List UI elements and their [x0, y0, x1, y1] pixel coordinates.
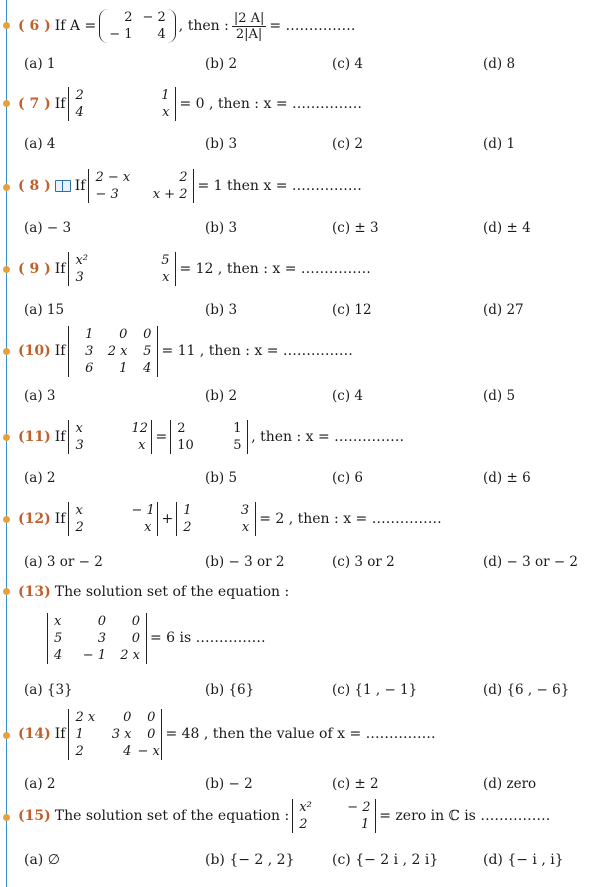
det-cell: 2: [75, 743, 84, 759]
option-c[interactable]: (c) {− 2 i , 2 i}: [332, 852, 439, 868]
stem-text: If: [54, 726, 66, 742]
det-cell: 3: [75, 438, 84, 453]
question-number: (12): [18, 511, 51, 527]
option-a[interactable]: (a) ∅: [24, 852, 60, 868]
margin-rule: [6, 0, 7, 887]
determinant: [68, 326, 158, 377]
stem-text: If: [54, 343, 66, 359]
determinant: [88, 169, 194, 203]
option-d[interactable]: (d) 27: [483, 302, 524, 318]
option-a[interactable]: (a) 3 or − 2: [24, 554, 103, 570]
det-cell: − 1: [82, 647, 106, 663]
option-a[interactable]: (a) 2: [24, 470, 56, 486]
det-cell: x + 2: [152, 187, 188, 202]
option-c[interactable]: (c) 4: [332, 388, 363, 404]
bullet-icon: [3, 348, 10, 355]
option-b[interactable]: (b) 3: [205, 302, 238, 318]
question-10-stem: [18, 324, 353, 378]
bullet-icon: [3, 814, 10, 821]
det-cell: 1: [183, 503, 192, 518]
det-cell: 3: [97, 630, 106, 646]
question-14-stem: [18, 706, 436, 762]
det-cell: x: [241, 520, 250, 535]
option-c[interactable]: (c) 6: [332, 470, 363, 486]
stem-text: = ……………: [269, 18, 356, 34]
det-cell: 3: [85, 343, 94, 359]
option-a[interactable]: (a) 15: [24, 302, 65, 318]
option-d[interactable]: (d) 1: [483, 136, 516, 152]
question-number: ( 7 ): [18, 96, 51, 112]
det-cell: 2 x: [120, 647, 140, 663]
option-a[interactable]: (a) 3: [24, 388, 56, 404]
option-c[interactable]: (c) ± 3: [332, 220, 379, 236]
matrix-cell: 2: [124, 10, 133, 25]
det-cell: 3 x: [111, 726, 132, 742]
det-cell: x: [54, 613, 62, 629]
matrix-cell: − 2: [142, 10, 166, 25]
option-b[interactable]: (b) {6}: [205, 682, 255, 698]
option-d[interactable]: (d) ± 6: [483, 470, 531, 486]
fraction-numerator: |2 A|: [233, 10, 265, 26]
det-cell: 4: [123, 743, 132, 759]
det-cell: − 1: [131, 503, 155, 518]
bullet-icon: [3, 100, 10, 107]
option-b[interactable]: (b) 3: [205, 220, 238, 236]
stem-text: = 1 then x = ……………: [197, 178, 362, 194]
option-c[interactable]: (c) ± 2: [332, 776, 379, 792]
det-cell: 0: [147, 709, 156, 725]
det-cell: − x: [137, 743, 160, 759]
option-d[interactable]: (d) {− i , i}: [483, 852, 564, 868]
det-cell: 0: [131, 613, 140, 629]
stem-text: If: [54, 429, 66, 445]
option-d[interactable]: (d) {6 , − 6}: [483, 682, 570, 698]
determinant-right: [170, 420, 248, 454]
bullet-icon: [3, 732, 10, 739]
det-cell: x: [138, 438, 146, 453]
option-d[interactable]: (d) 8: [483, 56, 516, 72]
stem-text: = zero in ℂ is ……………: [379, 808, 551, 824]
determinant-right: [176, 502, 256, 536]
option-d[interactable]: (d) 5: [483, 388, 516, 404]
bullet-icon: [3, 266, 10, 273]
determinant: [47, 613, 147, 664]
stem-text: , then :: [178, 18, 229, 34]
fraction-denominator: 2|A|: [235, 26, 263, 42]
det-cell: 5: [143, 343, 152, 359]
det-cell: x: [75, 421, 83, 436]
question-15-stem: [18, 796, 550, 836]
option-a[interactable]: (a) 2: [24, 776, 56, 792]
option-d[interactable]: (d) zero: [483, 776, 537, 792]
det-cell: 0: [147, 726, 156, 742]
det-cell: 4: [75, 105, 84, 120]
stem-text: If: [54, 511, 66, 527]
stem-text: = 11 , then : x = ……………: [161, 343, 353, 359]
question-number: ( 6 ): [18, 18, 51, 34]
det-cell: 0: [119, 326, 128, 342]
det-cell: 5: [233, 438, 242, 453]
option-a[interactable]: (a) {3}: [24, 682, 73, 698]
det-cell: 1: [119, 360, 128, 376]
det-cell: 2 x: [107, 343, 128, 359]
det-cell: 2 − x: [95, 170, 131, 185]
stem-text: = 0 , then : x = ……………: [179, 96, 362, 112]
det-cell: 0: [143, 326, 152, 342]
det-cell: 5: [161, 253, 170, 268]
option-c[interactable]: (c) 2: [332, 136, 363, 152]
stem-text: If A =: [54, 18, 97, 34]
det-cell: x: [162, 270, 170, 285]
question-11-stem: [18, 416, 404, 458]
matrix-cell: 4: [157, 27, 166, 42]
det-cell: x: [75, 503, 83, 518]
bullet-icon: [3, 22, 10, 29]
operator: +: [161, 511, 174, 527]
determinant-left: [68, 502, 158, 536]
det-cell: 2: [183, 520, 192, 535]
question-number: (15): [18, 808, 51, 824]
stem-text: If: [74, 178, 86, 194]
matrix-a: [99, 9, 176, 43]
bullet-icon: [3, 588, 10, 595]
det-cell: 10: [177, 438, 194, 453]
option-b[interactable]: (b) 2: [205, 388, 238, 404]
option-d[interactable]: (d) − 3 or − 2: [483, 554, 579, 570]
det-cell: 1: [75, 726, 84, 742]
option-b[interactable]: (b) 3: [205, 136, 238, 152]
det-cell: 1: [85, 326, 94, 342]
stem-text: = 6 is ……………: [150, 630, 266, 646]
stem-text: If: [54, 261, 66, 277]
question-6-stem: [18, 6, 356, 46]
det-cell: 2: [299, 817, 308, 832]
det-cell: 5: [54, 630, 63, 646]
question-9-stem: [18, 248, 371, 290]
option-a[interactable]: (a) 4: [24, 136, 56, 152]
operator: =: [155, 429, 168, 445]
det-cell: 6: [85, 360, 94, 376]
det-cell: 2: [177, 421, 186, 436]
bullet-icon: [3, 184, 10, 191]
bullet-icon: [3, 516, 10, 523]
question-number: (11): [18, 429, 51, 445]
question-13-stem: [18, 582, 289, 602]
option-c[interactable]: (c) 4: [332, 56, 363, 72]
stem-text: = 2 , then : x = ……………: [259, 511, 442, 527]
option-c[interactable]: (c) 12: [332, 302, 372, 318]
det-cell: x²: [75, 253, 89, 268]
stem-text: If: [54, 96, 66, 112]
book-icon: [55, 180, 71, 192]
det-cell: 4: [143, 360, 152, 376]
det-cell: 2 x: [75, 709, 96, 725]
question-number: (13): [18, 584, 51, 600]
question-number: ( 8 ): [18, 178, 51, 194]
option-c[interactable]: (c) {1 , − 1}: [332, 682, 418, 698]
stem-text: = 48 , then the value of x = ……………: [165, 726, 436, 742]
matrix-cell: − 1: [109, 27, 133, 42]
bullet-icon: [3, 434, 10, 441]
fraction: [232, 11, 267, 42]
det-cell: 2: [179, 170, 188, 185]
det-cell: x: [144, 520, 152, 535]
determinant-left: [68, 420, 152, 454]
question-7-stem: [18, 84, 362, 124]
det-cell: x²: [299, 800, 312, 815]
det-cell: 2: [75, 520, 84, 535]
det-cell: 4: [54, 647, 63, 663]
question-number: ( 9 ): [18, 261, 51, 277]
det-cell: 0: [131, 630, 140, 646]
det-cell: 12: [131, 421, 148, 436]
det-cell: 3: [240, 503, 250, 518]
determinant: [68, 87, 176, 121]
det-cell: 0: [123, 709, 132, 725]
option-a[interactable]: (a) 1: [24, 56, 56, 72]
option-b[interactable]: (b) − 2: [205, 776, 253, 792]
option-d[interactable]: (d) ± 4: [483, 220, 531, 236]
option-a[interactable]: (a) − 3: [24, 220, 72, 236]
det-cell: 0: [97, 613, 106, 629]
stem-text: The solution set of the equation :: [54, 584, 290, 600]
option-b[interactable]: (b) − 3 or 2: [205, 554, 285, 570]
option-c[interactable]: (c) 3 or 2: [332, 554, 395, 570]
determinant: [68, 252, 176, 286]
question-12-stem: [18, 498, 442, 540]
stem-text: The solution set of the equation :: [54, 808, 290, 824]
det-cell: − 2: [347, 800, 371, 815]
option-b[interactable]: (b) 5: [205, 470, 238, 486]
stem-text: = 12 , then : x = ……………: [179, 261, 371, 277]
det-cell: 2: [75, 88, 84, 103]
det-cell: 1: [233, 421, 242, 436]
stem-text: , then : x = ……………: [251, 429, 405, 445]
question-8-stem: [18, 166, 362, 206]
question-number: (14): [18, 726, 51, 742]
det-cell: x: [162, 105, 170, 120]
option-b[interactable]: (b) {− 2 , 2}: [205, 852, 295, 868]
determinant: [68, 709, 162, 760]
det-cell: 1: [161, 88, 170, 103]
determinant: [292, 799, 376, 833]
question-13-equation: [44, 610, 266, 666]
det-cell: 1: [360, 817, 370, 832]
det-cell: − 3: [95, 187, 119, 202]
option-b[interactable]: (b) 2: [205, 56, 238, 72]
det-cell: 3: [75, 270, 84, 285]
question-number: (10): [18, 343, 51, 359]
